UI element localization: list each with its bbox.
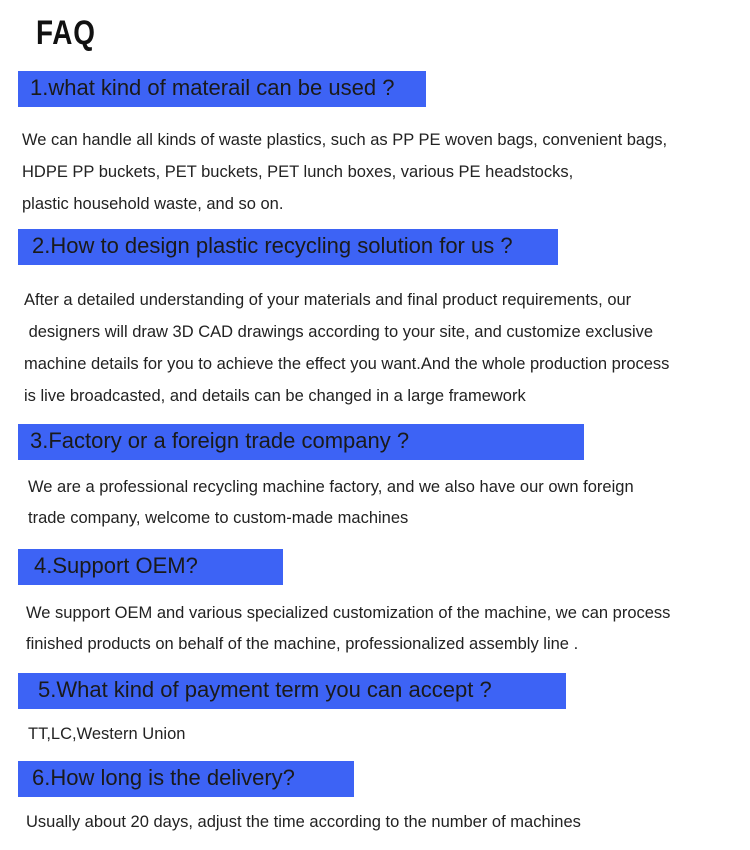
answer-line: is live broadcasted, and details can be changed in a large framework: [24, 387, 526, 405]
answer-line: plastic household waste, and so on.: [22, 195, 284, 213]
faq-question-1: 1.what kind of materail can be used ?: [18, 71, 426, 107]
faq-question-6: 6.How long is the delivery?: [18, 761, 354, 797]
answer-line: After a detailed understanding of your materials and final product requirements, our: [24, 291, 632, 309]
faq-answer-3: [28, 472, 634, 534]
answer-line: finished products on behalf of the machine, professionalized assembly line .: [26, 635, 579, 653]
answer-line: trade company, welcome to custom-made machines: [28, 509, 409, 527]
faq-answer-5: [28, 722, 185, 746]
answer-line: machine details for you to achieve the effect you want.And the whole production process: [24, 355, 670, 373]
answer-line: We can handle all kinds of waste plastics, such as PP PE woven bags, convenient bags,: [22, 131, 668, 149]
faq-answer-6: [26, 810, 581, 834]
answer-line: Usually about 20 days, adjust the time according to the number of machines: [26, 813, 581, 831]
faq-question-2: 2.How to design plastic recycling solution for us ?: [18, 229, 558, 265]
answer-line: We support OEM and various specialized customization of the machine, we can process: [26, 604, 671, 622]
answer-line: HDPE PP buckets, PET buckets, PET lunch boxes, various PE headstocks,: [22, 163, 574, 181]
answer-line: We are a professional recycling machine factory, and we also have our own foreign: [28, 478, 634, 496]
faq-answer-2: [24, 284, 669, 412]
faq-question-3: 3.Factory or a foreign trade company ?: [18, 424, 584, 460]
faq-answer-1: [22, 124, 667, 220]
faq-answer-4: [26, 598, 670, 660]
faq-question-5: 5.What kind of payment term you can accept ?: [18, 673, 566, 709]
page-title: FAQ: [36, 14, 96, 52]
answer-line: TT,LC,Western Union: [28, 725, 186, 743]
answer-line: designers will draw 3D CAD drawings according to your site, and customize exclusive: [24, 323, 654, 341]
faq-question-4: 4.Support OEM?: [18, 549, 283, 585]
